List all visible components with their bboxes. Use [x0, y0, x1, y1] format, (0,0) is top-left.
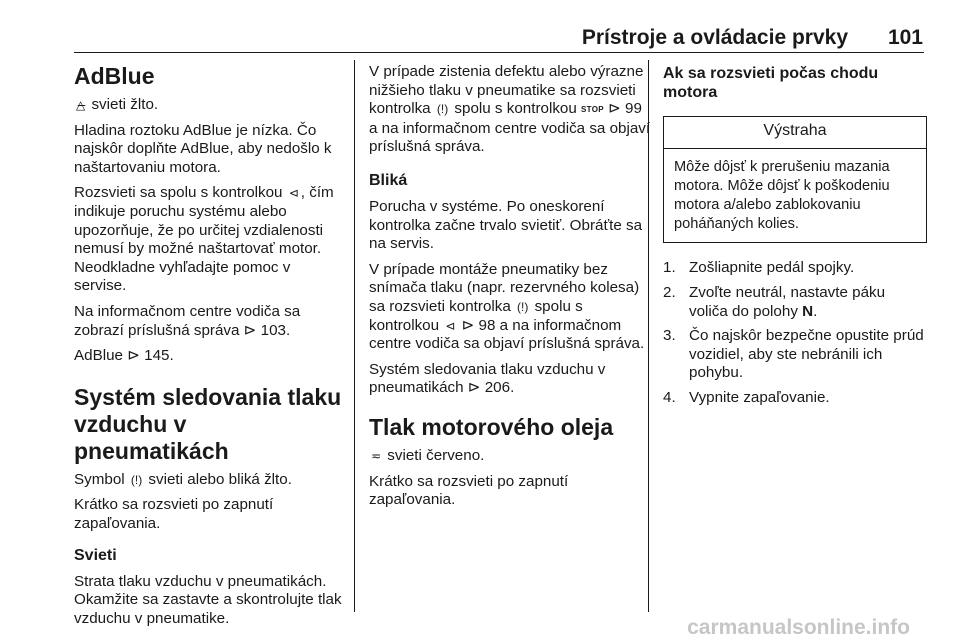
heading-adblue: AdBlue — [74, 63, 155, 89]
blika-paragraph: Porucha v systéme. Po oneskorení kontrolka začne trvalo svietiť. Obráťte sa na servis. — [369, 197, 643, 253]
page-number: 101 — [887, 26, 923, 49]
heading-tpms: Systém sledovania tlaku vzduchu v pneumatikách — [74, 383, 342, 464]
list-item: 3. Čo najskôr bezpečne opustite prúd vozidiel, aby ste nebránili ich pohybu. — [663, 327, 924, 382]
tpms-defect-paragraph: V prípade zistenia defektu alebo výrazne nižšieho tlaku v pneumatike sa rozsvieti kontrolka (!) spolu s kontrolkou STOP ⊳ 99 a na informačnom centre vodiča sa objaví príslušná správa. — [369, 63, 651, 156]
tpms-mount-paragraph: V prípade montáže pneumatiky bez snímača tlaku (napr. rezervného kolesa) sa rozsvieti kontrolka (!) spolu s kontrolkou ⊲ ⊳ 98 a na informačnom centre vodiča sa objaví príslušná správa. — [369, 260, 645, 353]
running-header-title: Prístroje a ovládacie prvky — [581, 26, 848, 49]
adblue-paragraph-1: Hladina roztoku AdBlue je nízka. Čo najskôr doplňte AdBlue, aby nedošlo k naštartovaniu motora. — [74, 121, 332, 176]
list-item: 4. Vypnite zapaľovanie. — [663, 388, 830, 406]
header-rule — [74, 52, 924, 53]
tire-pressure-icon: (!) — [130, 472, 143, 487]
warning-title: Výstraha — [664, 117, 926, 149]
list-item: 1. Zošliapnite pedál spojky. — [663, 259, 855, 277]
warning-box — [663, 116, 927, 243]
stop-icon: STOP — [581, 105, 604, 115]
steps-list — [663, 259, 927, 407]
heading-blika: Bliká — [369, 171, 408, 189]
svieti-paragraph: Strata tlaku vzduchu v pneumatikách. Okamžite sa zastavte a skontrolujte tlak vzduchu v pneumatike. — [74, 572, 342, 627]
column-2 — [369, 63, 653, 517]
watermark: carmanualsonline.info — [687, 616, 910, 639]
oil-status: ≂ svieti červeno. — [371, 446, 485, 464]
oil-pressure-icon: ≂ — [371, 448, 382, 463]
service-vehicle-icon: ⊲ — [445, 318, 456, 333]
column-3 — [663, 63, 927, 414]
list-item: 2. Zvoľte neutrál, nastavte páku voliča do polohy N. — [663, 283, 886, 320]
tpms-reference: Systém sledovania tlaku vzduchu v pneumatikách ⊳ 206. — [369, 360, 606, 397]
adblue-paragraph-2: Rozsvieti sa spolu s kontrolkou ⊲ , čím indikuje poruchu systému alebo upozorňuje, že po určitej vzdialenosti nemusí by možné naštartovať motor. Neodkladne vyhľadajte pomoc v servise. — [74, 184, 334, 295]
heading-engine-running: Ak sa rozsvieti počas chodu motora — [663, 65, 879, 101]
warning-body: Môže dôjsť k prerušeniu mazania motora. Môže dôjsť k poškodeniu motora a/alebo zablokovaniu poháňaných kolies. — [674, 159, 890, 232]
oil-paragraph: Krátko sa rozsvieti po zapnutí zapaľovania. — [369, 472, 569, 509]
column-divider-1 — [354, 60, 355, 612]
column-1 — [74, 63, 344, 635]
tpms-symbol-text: Symbol (!) svieti alebo bliká žlto. — [74, 470, 292, 488]
heading-svieti: Svieti — [74, 546, 117, 564]
adblue-reference: AdBlue ⊳ 145. — [74, 347, 174, 365]
adblue-status: △̶ svieti žlto. — [76, 96, 159, 113]
tire-pressure-icon: (!) — [517, 299, 529, 314]
adblue-paragraph-3: Na informačnom centre vodiča sa zobrazí príslušná správa ⊳ 103. — [74, 302, 301, 339]
heading-oil-pressure: Tlak motorového oleja — [369, 413, 614, 440]
tpms-paragraph-1: Krátko sa rozsvieti po zapnutí zapaľovania. — [74, 496, 274, 532]
tire-pressure-icon: (!) — [436, 102, 449, 117]
adblue-icon: △̶ — [76, 98, 86, 112]
service-vehicle-icon: ⊲ — [288, 186, 299, 201]
